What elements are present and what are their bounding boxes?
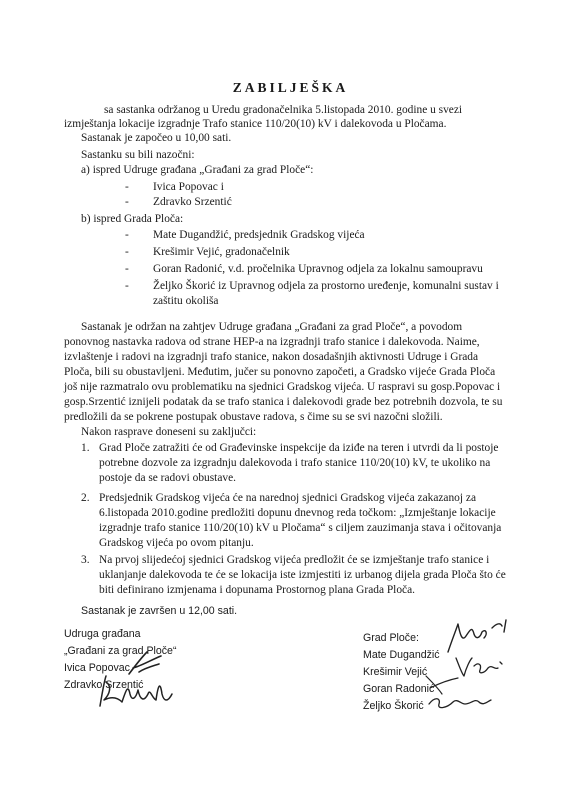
- conclusion-line: potrebne dozvole za izgradnju dalekovoda i trafo stanice 110/20(10) kV, te ukoliko na: [99, 457, 491, 469]
- left-org-line-1: Udruga građana: [64, 628, 141, 640]
- group-a-label: a) ispred Udruge građana „Građani za grad Ploče“:: [81, 164, 314, 176]
- body-line: ponovnog nastavka radova od strane HEP-a na izgradnji trafo stanice i dalekovoda. Naime,: [64, 336, 480, 348]
- group-a-member: - Zdravko Srzentić: [125, 196, 232, 208]
- conclusion-line: biti definirano izmjenama i dopunama Prostornog plana Grada Ploča.: [99, 584, 416, 596]
- right-signatory-name: Željko Škorić: [363, 700, 424, 712]
- intro-line-2: izmještanja lokacije izgradnje Trafo stanice 110/20(10) kV i dalekovoda u Pločama.: [64, 118, 447, 130]
- signature-skoric: [425, 692, 495, 712]
- right-signatory-name: Mate Dugandžić: [363, 649, 440, 661]
- left-signatory-name: Ivica Popovac: [64, 662, 130, 674]
- conclusion-line: uklanjanje dalekovoda te će se lokacija iste izmjestiti iz urbanog dijela grada Ploča što će: [99, 569, 506, 581]
- start-time: Sastanak je započeo u 10,00 sati.: [81, 132, 232, 144]
- conclusion-line: Grad Ploče zatražiti će od Građevinske inspekcije da iziđe na teren i utvrdi da li postoje: [99, 442, 499, 454]
- body-line: još nije razmatralo ovu problematiku na sjednici Gradskog vijeća. U raspravi su gosp.Popovac i: [64, 381, 501, 393]
- body-line: predložili da se pokrene postupak obustave radova, s čime su se svi nazočni složili.: [64, 411, 443, 423]
- conclusion-line: Predsjednik Gradskog vijeća će na narednoj sjednici Gradskog vijeća zakazanoj za: [99, 492, 477, 504]
- group-b-label: b) ispred Grada Ploča:: [81, 213, 184, 225]
- group-b-member: - Goran Radonić, v.d. pročelnika Upravnog odjela za lokalnu samoupravu: [125, 263, 483, 275]
- group-b-member: - Mate Dugandžić, predsjednik Gradskog vijeća: [125, 229, 365, 241]
- conclusion-line: Gradskog vijeća po ovom pitanju.: [99, 537, 254, 549]
- conclusion-number: 3.: [81, 554, 90, 566]
- conclusion-line: izgradnje trafo stanice 110/20(10) kV u Pločama“ s ciljem zauzimanja stava i očitovanja: [99, 522, 502, 534]
- right-org-heading: Grad Ploče:: [363, 632, 419, 644]
- body-line: izvlaštenje i radovi na izgradnji trafo stanice, nakon dosadašnjih aktivnosti Udruge i Grada: [64, 351, 479, 363]
- end-time: Sastanak je završen u 12,00 sati.: [81, 605, 238, 617]
- conclusion-line: postoje da se radovi obustave.: [99, 472, 236, 484]
- right-signatory-name: Krešimir Vejić: [363, 666, 428, 678]
- left-signatory-name: Zdravko Srzentić: [64, 679, 144, 691]
- right-signatory-name: Goran Radonić: [363, 683, 435, 695]
- conclusion-line: Na prvoj slijedećoj sjednici Gradskog vijeća predložit će se izmještanje trafo stanice i: [99, 554, 490, 566]
- conclusion-number: 2.: [81, 492, 90, 504]
- document-title: ZABILJEŠKA: [232, 80, 349, 95]
- body-line: Sastanak je održan na zahtjev Udruge građana „Građani za grad Ploče“, a povodom: [81, 321, 463, 333]
- group-b-member: - Željko Škorić iz Upravnog odjela za prostorno uređenje, komunalni sustav i: [125, 280, 499, 292]
- group-b-member: - Krešimir Vejić, gradonačelnik: [125, 246, 290, 258]
- conclusion-number: 1.: [81, 442, 90, 454]
- left-org-line-2: „Građani za grad Ploče“: [64, 645, 177, 657]
- conclusions-heading: Nakon rasprave doneseni su zaključci:: [81, 426, 257, 438]
- attendees-heading: Sastanku su bili nazočni:: [81, 149, 195, 161]
- signature-srzentic: [92, 672, 182, 708]
- body-line: Ploča, bili su obustavljeni. Međutim, jučer su ponovno započeti, a Gradsko vijeće Grada Ploča: [64, 366, 496, 378]
- conclusion-line: 6.listopada 2010.godine predložiti dopunu dnevnog reda točkom: „Izmještanje lokacije: [99, 507, 496, 519]
- intro-line-1: sa sastanka održanog u Uredu gradonačelnika 5.listopada 2010. godine u svezi: [104, 104, 463, 116]
- body-line: gosp.Srzentić iznijeli podatak da se trafo stanica i dalekovodi grade bez potrebnih dozvola, te su: [64, 396, 503, 408]
- group-b-continuation: zaštitu okoliša: [153, 295, 219, 307]
- group-a-member: - Ivica Popovac i: [125, 181, 224, 193]
